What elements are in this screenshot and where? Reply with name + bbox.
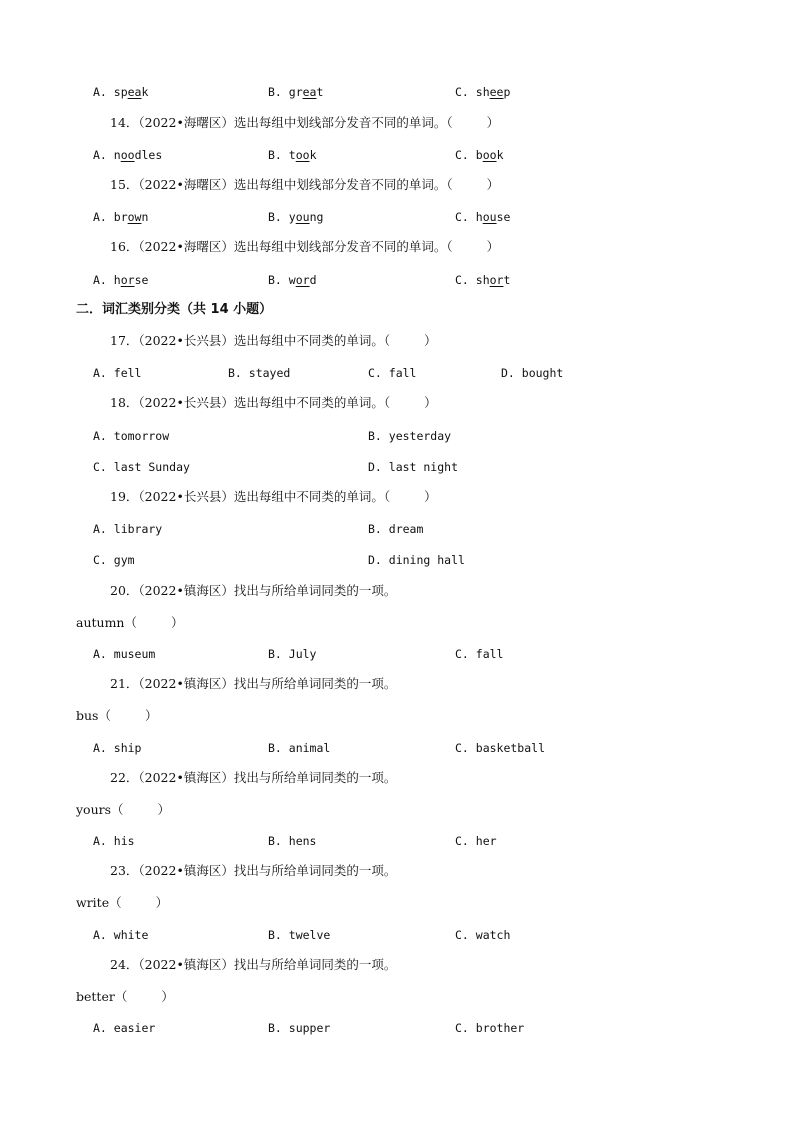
- given-word: autumn: [76, 615, 125, 630]
- option-text: A. h: [93, 273, 121, 287]
- question-18: [110, 394, 437, 412]
- question-paren-close: ）: [486, 115, 500, 130]
- given-word: bus: [76, 708, 99, 723]
- question-number: 19．: [110, 489, 139, 504]
- paren-open: （: [98, 708, 111, 723]
- option-19-c[interactable]: C. gym: [93, 553, 135, 567]
- question-paren-close: ）: [486, 177, 500, 192]
- option-16-b[interactable]: [268, 271, 317, 289]
- option-21-c[interactable]: C. basketball: [455, 741, 546, 755]
- question-24: [110, 956, 396, 974]
- option-22-a[interactable]: A. his: [93, 834, 135, 848]
- question-21: [110, 675, 396, 693]
- option-text: A. br: [93, 210, 128, 224]
- underlined-letters: ou: [482, 210, 497, 224]
- underlined-letters: oo: [120, 148, 135, 162]
- option-19-b[interactable]: B. dream: [368, 522, 424, 536]
- question-text: （2022•海曙区）选出每组中划线部分发音不同的单词。（: [138, 177, 453, 192]
- option-15-a[interactable]: [93, 208, 148, 226]
- question-number: 22．: [110, 770, 139, 785]
- underlined-letters: ow: [127, 210, 142, 224]
- paren-open: （: [111, 802, 124, 817]
- option-text: B. w: [268, 273, 296, 287]
- question-number: 18．: [110, 395, 139, 410]
- option-13-b[interactable]: [268, 83, 323, 101]
- given-word: yours: [76, 802, 112, 817]
- option-text: t: [503, 273, 511, 287]
- question-text: （2022•镇海区）找出与所给单词同类的一项。: [138, 770, 397, 785]
- underlined-letters: oo: [295, 148, 310, 162]
- question-number: 16．: [110, 239, 139, 254]
- option-13-c[interactable]: [455, 83, 510, 101]
- option-24-c[interactable]: C. brother: [455, 1021, 525, 1035]
- option-text: B. y: [268, 210, 296, 224]
- option-text: d: [309, 273, 317, 287]
- question-16: [110, 238, 499, 256]
- paren-open: （: [124, 615, 137, 630]
- option-13-a[interactable]: [93, 83, 148, 101]
- question-text: （2022•长兴县）选出每组中不同类的单词。（: [138, 489, 391, 504]
- question-text: （2022•海曙区）选出每组中划线部分发音不同的单词。（: [138, 239, 453, 254]
- option-20-b[interactable]: B. July: [268, 647, 317, 661]
- prompt-word-20: [76, 614, 184, 632]
- question-22: [110, 769, 396, 787]
- option-text: A. n: [93, 148, 121, 162]
- option-text: C. sh: [455, 85, 490, 99]
- question-text: （2022•长兴县）选出每组中不同类的单词。（: [138, 333, 391, 348]
- section-heading: 二．词汇类别分类（共 14 小题）: [76, 302, 273, 317]
- question-19: [110, 488, 437, 506]
- option-18-b[interactable]: B. yesterday: [368, 429, 452, 443]
- question-number: 21．: [110, 676, 139, 691]
- option-14-a[interactable]: [93, 146, 162, 164]
- option-24-a[interactable]: A. easier: [93, 1021, 156, 1035]
- option-text: k: [496, 148, 504, 162]
- prompt-word-21: [76, 707, 158, 725]
- paren-close: ）: [155, 895, 169, 910]
- question-number: 24．: [110, 957, 139, 972]
- question-paren-close: ）: [424, 395, 437, 410]
- option-17-d[interactable]: D. bought: [501, 366, 564, 380]
- given-word: write: [76, 895, 110, 910]
- option-15-b[interactable]: [268, 208, 323, 226]
- option-text: dles: [134, 148, 163, 162]
- question-number: 23．: [110, 863, 139, 878]
- option-14-c[interactable]: [455, 146, 504, 164]
- question-text: （2022•镇海区）找出与所给单词同类的一项。: [138, 863, 397, 878]
- question-15: [110, 176, 499, 194]
- option-17-a[interactable]: A. fell: [93, 366, 142, 380]
- option-18-c[interactable]: C. last Sunday: [93, 460, 190, 474]
- option-23-c[interactable]: C. watch: [455, 928, 511, 942]
- underlined-letters: ou: [295, 210, 310, 224]
- underlined-letters: or: [295, 273, 310, 287]
- option-text: n: [141, 210, 149, 224]
- underlined-letters: oo: [482, 148, 497, 162]
- option-18-a[interactable]: A. tomorrow: [93, 429, 170, 443]
- question-17: [110, 332, 437, 350]
- option-text: se: [134, 273, 149, 287]
- option-text: C. sh: [455, 273, 490, 287]
- option-text: C. b: [455, 148, 483, 162]
- prompt-word-23: [76, 894, 168, 912]
- question-number: 14．: [110, 115, 139, 130]
- option-15-c[interactable]: [455, 208, 510, 226]
- question-paren-close: ）: [424, 333, 437, 348]
- question-number: 17．: [110, 333, 139, 348]
- option-16-a[interactable]: [93, 271, 148, 289]
- option-text: ng: [309, 210, 324, 224]
- option-17-c[interactable]: C. fall: [368, 366, 417, 380]
- question-23: [110, 862, 396, 880]
- option-text: k: [141, 85, 149, 99]
- option-17-b[interactable]: B. stayed: [228, 366, 291, 380]
- question-text: （2022•镇海区）找出与所给单词同类的一项。: [138, 583, 397, 598]
- option-text: t: [316, 85, 324, 99]
- option-19-a[interactable]: A. library: [93, 522, 163, 536]
- option-text: C. h: [455, 210, 483, 224]
- question-paren-close: ）: [486, 239, 500, 254]
- option-text: k: [309, 148, 317, 162]
- option-22-c[interactable]: C. her: [455, 834, 497, 848]
- question-20: [110, 582, 396, 600]
- option-text: A. sp: [93, 85, 128, 99]
- paren-close: ）: [161, 989, 174, 1004]
- paren-close: ）: [171, 615, 184, 630]
- option-23-b[interactable]: B. twelve: [268, 928, 331, 942]
- option-23-a[interactable]: A. white: [93, 928, 149, 942]
- prompt-word-24: [76, 988, 174, 1006]
- underlined-letters: ea: [127, 85, 142, 99]
- prompt-word-22: [76, 801, 170, 819]
- option-text: se: [496, 210, 511, 224]
- question-text: （2022•镇海区）找出与所给单词同类的一项。: [138, 957, 397, 972]
- option-14-b[interactable]: [268, 146, 317, 164]
- given-word: better: [76, 989, 115, 1004]
- paren-close: ）: [157, 802, 171, 817]
- paren-open: （: [114, 989, 128, 1004]
- question-text: （2022•镇海区）找出与所给单词同类的一项。: [138, 676, 397, 691]
- option-21-b[interactable]: B. animal: [268, 741, 331, 755]
- question-14: [110, 114, 499, 132]
- question-paren-close: ）: [424, 489, 437, 504]
- option-21-a[interactable]: A. ship: [93, 741, 142, 755]
- option-16-c[interactable]: [455, 271, 510, 289]
- option-20-a[interactable]: A. museum: [93, 647, 156, 661]
- option-text: B. gr: [268, 85, 303, 99]
- option-20-c[interactable]: C. fall: [455, 647, 504, 661]
- option-text: B. t: [268, 148, 296, 162]
- question-number: 15．: [110, 177, 139, 192]
- option-19-d[interactable]: D. dining hall: [368, 553, 465, 567]
- underlined-letters: or: [489, 273, 504, 287]
- option-24-b[interactable]: B. supper: [268, 1021, 331, 1035]
- option-22-b[interactable]: B. hens: [268, 834, 317, 848]
- option-text: p: [503, 85, 511, 99]
- question-text: （2022•长兴县）选出每组中不同类的单词。（: [138, 395, 391, 410]
- option-18-d[interactable]: D. last night: [368, 460, 459, 474]
- paren-open: （: [109, 895, 122, 910]
- paren-close: ）: [144, 708, 158, 723]
- question-number: 20．: [110, 583, 139, 598]
- underlined-letters: ea: [302, 85, 317, 99]
- underlined-letters: ee: [489, 85, 504, 99]
- question-text: （2022•海曙区）选出每组中划线部分发音不同的单词。（: [138, 115, 453, 130]
- underlined-letters: or: [120, 273, 135, 287]
